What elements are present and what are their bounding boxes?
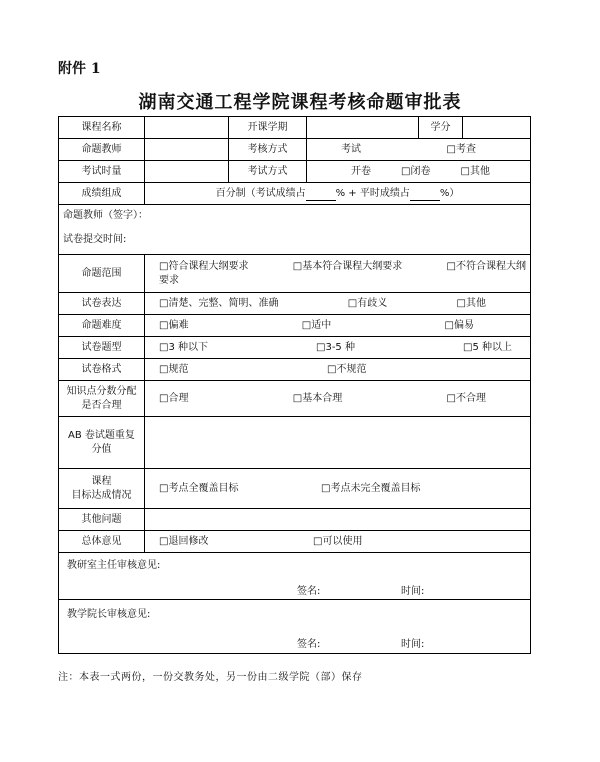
row-course — [59, 117, 531, 139]
director-sign-label: 签名: — [297, 586, 321, 597]
option-hard[interactable]: □偏难 — [159, 319, 189, 331]
director-review-cell[interactable] — [59, 553, 531, 600]
attachment-label: 附件 1 — [58, 61, 101, 77]
teacher-signature-label: 命题教师（签字）： — [63, 210, 148, 221]
option-expression-other[interactable]: □其他 — [456, 297, 486, 309]
course-goal-label — [59, 469, 145, 509]
difficulty-options — [145, 315, 531, 337]
exam-form-options — [307, 161, 531, 183]
course-goal-options — [145, 469, 531, 509]
course-name-label: 课程名称 — [59, 117, 145, 139]
expression-options — [145, 293, 531, 315]
assessment-method-options — [307, 139, 531, 161]
option-unreasonable[interactable]: □不合理 — [446, 392, 486, 404]
duration-label: 考试时量 — [59, 161, 145, 183]
other-issues-label: 其他问题 — [59, 509, 145, 531]
semester-field[interactable] — [307, 117, 419, 139]
dean-sign-label: 签名: — [297, 639, 321, 650]
option-return[interactable]: □退回修改 — [159, 535, 209, 547]
row-expression — [59, 293, 531, 315]
row-teacher — [59, 139, 531, 161]
ab-repeat-label — [59, 417, 145, 469]
goal-label-line1: 课程 — [91, 475, 112, 487]
option-standard[interactable]: □规范 — [159, 363, 189, 375]
option-under-3[interactable]: □3 种以下 — [159, 341, 208, 353]
row-difficulty — [59, 315, 531, 337]
other-issues-field[interactable] — [145, 509, 531, 531]
question-types-options — [145, 337, 531, 359]
option-clear[interactable]: □清楚、完整、简明、准确 — [159, 297, 279, 309]
teacher-label: 命题教师 — [59, 139, 145, 161]
option-partial-coverage[interactable]: □考点未完全覆盖目标 — [321, 482, 421, 494]
row-duration — [59, 161, 531, 183]
grade-text-a: 百分制（考试成绩占 — [215, 187, 306, 199]
row-dean — [59, 600, 531, 654]
option-exam[interactable]: 考试 — [341, 143, 361, 155]
ab-label-line1: AB 卷试题重复 — [68, 429, 135, 441]
option-check[interactable]: □考查 — [446, 143, 476, 155]
dean-review-cell[interactable] — [59, 600, 531, 654]
option-basically-reasonable[interactable]: □基本合理 — [292, 392, 343, 404]
credits-field[interactable] — [463, 117, 531, 139]
scope-label: 命题范围 — [59, 255, 145, 293]
option-scope-meets[interactable]: □符合课程大纲要求 — [159, 260, 249, 272]
submit-time-label: 试卷提交时间: — [63, 234, 127, 245]
option-usable[interactable]: □可以使用 — [313, 535, 363, 547]
option-open-book[interactable]: 开卷 — [351, 165, 371, 177]
row-director — [59, 553, 531, 600]
footnote: 注：本表一式两份，一份交教务处，另一份由二级学院（部）保存 — [58, 672, 363, 683]
expression-label: 试卷表达 — [59, 293, 145, 315]
overall-options — [145, 531, 531, 553]
approval-form-table — [58, 116, 531, 654]
dean-review-label: 教学院长审核意见: — [67, 609, 151, 620]
option-ambiguous[interactable]: □有歧义 — [347, 297, 388, 309]
option-reasonable[interactable]: □合理 — [159, 392, 189, 404]
assessment-method-label: 考核方式 — [229, 139, 307, 161]
knowledge-options — [145, 381, 531, 417]
knowledge-label — [59, 381, 145, 417]
row-teacher-sign — [59, 205, 531, 255]
row-format — [59, 359, 531, 381]
credits-label: 学分 — [419, 117, 463, 139]
row-ab-repeat — [59, 417, 531, 469]
ab-repeat-field[interactable] — [145, 417, 531, 469]
row-knowledge — [59, 381, 531, 417]
option-over-5[interactable]: □5 种以上 — [463, 341, 512, 353]
director-time-label: 时间: — [401, 586, 425, 597]
grade-label: 成绩组成 — [59, 183, 145, 205]
option-moderate[interactable]: □适中 — [301, 319, 332, 331]
ab-label-line2: 分值 — [91, 443, 112, 455]
usual-percent-blank[interactable] — [410, 190, 440, 201]
grade-text-b: % + 平时成绩占 — [335, 187, 410, 199]
option-3-to-5[interactable]: □3-5 种 — [316, 341, 355, 353]
knowledge-label-line2: 是否合理 — [81, 399, 122, 411]
option-easy[interactable]: □偏易 — [444, 319, 474, 331]
director-review-label: 教研室主任审核意见: — [67, 560, 161, 571]
grade-composition — [145, 183, 531, 205]
row-course-goal — [59, 469, 531, 509]
row-scope — [59, 255, 531, 293]
row-question-types — [59, 337, 531, 359]
grade-text-c: %） — [439, 187, 460, 199]
format-label: 试卷格式 — [59, 359, 145, 381]
dean-time-label: 时间: — [401, 639, 425, 650]
teacher-sign-cell[interactable] — [59, 205, 531, 255]
exam-form-label: 考试方式 — [229, 161, 307, 183]
course-name-field[interactable] — [145, 117, 229, 139]
option-closed-book[interactable]: □闭卷 — [401, 165, 431, 177]
form-title: 湖南交通工程学院课程考核命题审批表 — [138, 92, 462, 113]
option-scope-not[interactable]: □不符合课程大纲 — [446, 260, 526, 272]
question-types-label: 试卷题型 — [59, 337, 145, 359]
format-options — [145, 359, 531, 381]
teacher-field[interactable] — [145, 139, 229, 161]
option-scope-basic[interactable]: □基本符合课程大纲要求 — [292, 260, 403, 272]
duration-field[interactable] — [145, 161, 229, 183]
option-nonstandard[interactable]: □不规范 — [327, 363, 367, 375]
scope-option-wrap: 要求 — [159, 274, 179, 286]
row-other-issues — [59, 509, 531, 531]
exam-percent-blank[interactable] — [306, 190, 336, 201]
overall-label: 总体意见 — [59, 531, 145, 553]
semester-label: 开课学期 — [229, 117, 307, 139]
option-other[interactable]: □其他 — [460, 165, 490, 177]
row-overall — [59, 531, 531, 553]
option-full-coverage[interactable]: □考点全覆盖目标 — [159, 482, 239, 494]
goal-label-line2: 目标达成情况 — [71, 489, 132, 501]
row-grade — [59, 183, 531, 205]
difficulty-label: 命题难度 — [59, 315, 145, 337]
scope-options — [145, 255, 531, 293]
knowledge-label-line1: 知识点分数分配 — [66, 385, 137, 397]
